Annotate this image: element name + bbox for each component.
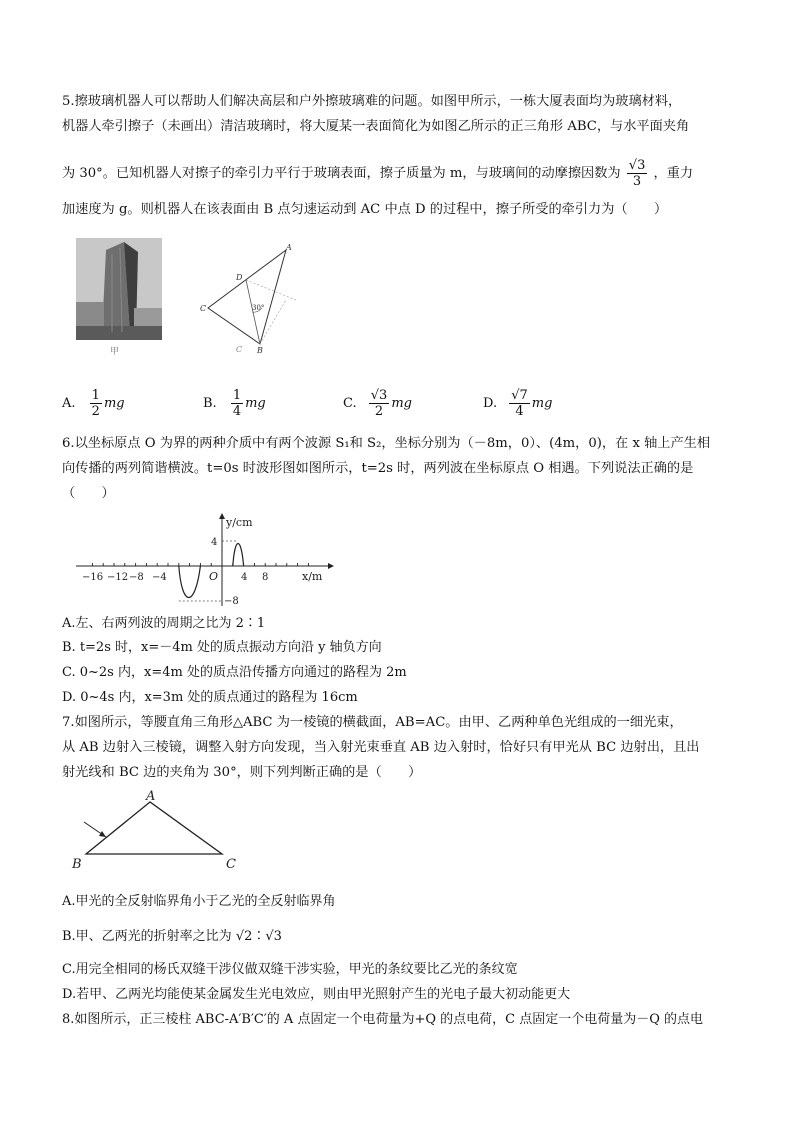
q7-option-a: A.甲光的全反射临界角小于乙光的全反射临界角 — [62, 894, 336, 909]
x-tick-label: −16 — [82, 572, 104, 583]
q6-option-a: A.左、右两列波的周期之比为 2∶1 — [62, 616, 266, 631]
q6-line-2: 向传播的两列简谐横波。t=0s 时波形图如图所示，t=2s 时，两列波在坐标原点 O 相遇。下列说法正确的是 — [62, 461, 694, 476]
q6-line-1: 6.以坐标原点 O 为界的两种介质中有两个波源 S₁和 S₂，坐标分别为（－8m，0）、(4m，0)，在 x 轴上产生相 — [62, 436, 711, 451]
x-tick-label: 4 — [241, 572, 248, 583]
prism-label-c: C — [226, 857, 236, 872]
q5-line-2: 机器人牵引擦子（未画出）清洁玻璃时，将大厦某一表面简化为如图乙所示的正三角形 ABC，与水平面夹角 — [62, 119, 690, 134]
option-fraction — [509, 388, 530, 419]
q6-line-3: （ ） — [62, 486, 115, 501]
x-axis-label: x/m — [302, 570, 323, 583]
option-num: √7 — [511, 388, 528, 403]
mu-numerator: √3 — [628, 158, 646, 173]
tri-label-a: A — [286, 243, 292, 252]
option-fraction — [369, 388, 390, 419]
option-tail: mg — [531, 396, 553, 411]
option-tail: mg — [103, 396, 125, 411]
y-tick-label: −8 — [224, 596, 239, 607]
y-axis-label: y/cm — [226, 516, 253, 529]
prism-label-b: B — [72, 857, 82, 872]
prism-diagram — [68, 790, 258, 882]
q5-option-b — [203, 388, 266, 419]
q7-line-3: 射光线和 BC 边的夹角为 30°，则下列判断正确的是（ ） — [62, 765, 422, 780]
q7-option-b: B.甲、乙两光的折射率之比为 √2∶√3 — [62, 929, 282, 944]
q6-option-c: C. 0~2s 内，x=4m 处的质点沿传播方向通过的路程为 2m — [62, 665, 407, 680]
q5-line-3 — [62, 158, 693, 189]
q6-option-b: B. t=2s 时，x=－4m 处的质点振动方向沿 y 轴负方向 — [62, 640, 382, 655]
option-letter: A. — [62, 396, 76, 411]
q7-line-1: 7.如图所示，等腰直角三角形△ABC 为一棱镜的横截面，AB=AC。由甲、乙两种单色光组成的一细光束， — [62, 715, 683, 730]
x-tick-label: −8 — [129, 572, 144, 583]
q5-line-3a: 为 30°。已知机器人对擦子的牵引力平行于玻璃表面，擦子质量为 m，与玻璃间的动摩擦因数为 — [62, 166, 621, 181]
mu-fraction — [627, 158, 648, 189]
option-den: 2 — [91, 404, 100, 419]
prism-label-a: A — [146, 790, 156, 804]
x-tick-label: −12 — [107, 572, 129, 583]
y-tick-label: 4 — [211, 537, 218, 548]
q7-option-d: D.若甲、乙两光均能使某金属发生光电效应，则由甲光照射产生的光电子最大初动能更大 — [62, 987, 571, 1002]
option-den: 4 — [515, 404, 524, 419]
tri-label-d: D — [236, 273, 243, 282]
option-den: 2 — [374, 404, 384, 419]
q5-line-1: 5.擦玻璃机器人可以帮助人们解决高层和户外擦玻璃难的问题。如图甲所示，一栋大厦表面均为玻璃材料， — [62, 94, 682, 109]
option-fraction — [90, 388, 102, 419]
tri-angle-label: 30° — [252, 304, 265, 312]
tri-label-c-lower: C — [236, 345, 243, 354]
q5-option-d — [483, 388, 552, 419]
wave-graph — [70, 510, 340, 610]
q6-option-d: D. 0~4s 内，x=3m 处的质点通过的路程为 16cm — [62, 690, 358, 705]
mu-denominator: 3 — [632, 174, 642, 189]
x-tick-label: −4 — [152, 572, 167, 583]
triangle-abc-diagram — [196, 240, 306, 360]
option-tail: mg — [245, 396, 266, 411]
tri-label-b: B — [257, 346, 263, 355]
q5-option-c — [343, 388, 412, 419]
tri-label-c: C — [200, 304, 207, 313]
option-den: 4 — [232, 404, 242, 419]
q5-line-4: 加速度为 g。则机器人在该表面由 B 点匀速运动到 AC 中点 D 的过程中，擦子所受的牵引力为（ ） — [62, 202, 668, 217]
option-letter: C. — [343, 396, 357, 411]
x-tick-label: 8 — [262, 572, 269, 583]
building-photo — [76, 238, 162, 340]
figure-jia-label: 甲 — [110, 347, 120, 357]
q8-line-1: 8.如图所示，正三棱柱 ABC-A′B′C′的 A 点固定一个电荷量为+Q 的点电荷，C 点固定一个电荷量为－Q 的点电 — [62, 1012, 704, 1027]
option-num: √3 — [370, 388, 388, 403]
option-num: 1 — [91, 388, 100, 403]
option-letter: B. — [203, 396, 217, 411]
q7-line-2: 从 AB 边射入三棱镜，调整入射方向发现，当入射光束垂直 AB 边入射时，恰好只有甲光从 BC 边射出，且出 — [62, 740, 700, 755]
q5-option-a — [62, 388, 125, 419]
origin-label: O — [209, 570, 219, 583]
option-tail: mg — [391, 396, 412, 411]
q5-line-3b: ，重力 — [653, 166, 694, 181]
option-fraction — [231, 388, 243, 419]
q7-option-c: C.用完全相同的杨氏双缝干涉仪做双缝干涉实验，甲光的条纹要比乙光的条纹宽 — [62, 962, 518, 977]
option-num: 1 — [232, 388, 242, 403]
option-letter: D. — [483, 396, 498, 411]
